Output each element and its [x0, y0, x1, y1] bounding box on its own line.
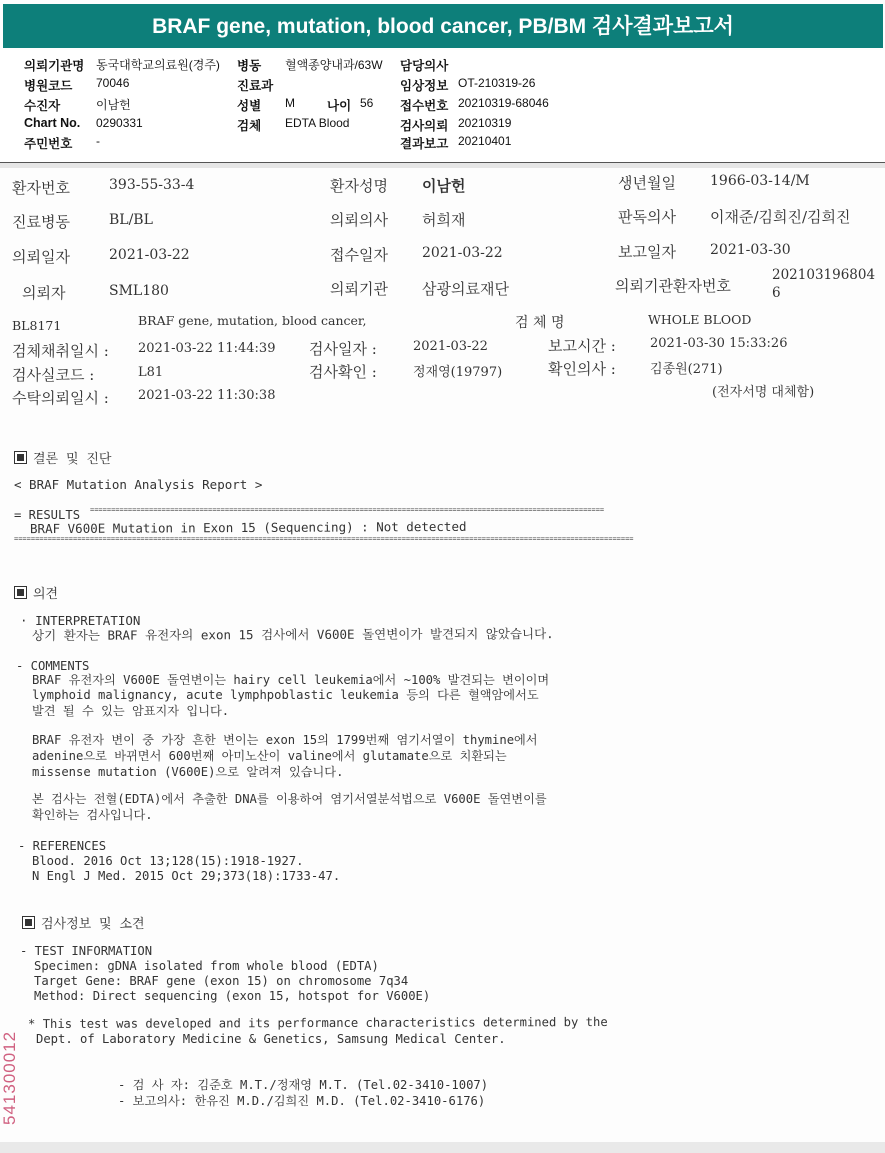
lab-code: L81 — [138, 365, 164, 380]
request-header — [0, 50, 885, 163]
ward: BL/BL — [109, 212, 153, 228]
test-info-line: Method: Direct sequencing (exon 15, hotspot for V600E) — [34, 989, 431, 1003]
header-value: 동국대학교의료원(경주) — [96, 58, 220, 72]
header-label: Chart No. — [24, 116, 81, 130]
comment-line: BRAF 유전자의 V600E 돌연변이는 hairy cell leukemia에서 ~100% 발견되는 변이이며 — [32, 673, 550, 687]
dob-label: 생년월일 — [618, 174, 676, 192]
divider — [0, 163, 885, 168]
institution-pid-label: 의뢰기관환자번호 — [615, 277, 731, 295]
test-name: BRAF gene, mutation, blood cancer, — [138, 313, 367, 328]
interpretation-label: · INTERPRETATION — [20, 613, 141, 628]
institution-pid-suffix: 6 — [772, 285, 781, 301]
header-label: 담당의사 — [400, 59, 449, 73]
comment-line: lymphoid malignancy, acute lymphpoblastic leukemia 등의 다른 혈액암에서도 — [32, 688, 539, 702]
opinion-heading — [14, 583, 58, 602]
disclaimer-line: * This test was developed and its performance characteristics determined by the — [27, 1014, 608, 1032]
test-date: 2021-03-22 — [413, 339, 488, 354]
signatory-line: - 보고의사: 한유진 M.D./김희진 M.D. (Tel.02-3410-6176) — [118, 1094, 486, 1108]
ward-label: 진료병동 — [12, 213, 70, 231]
header-label: 주민번호 — [24, 137, 73, 151]
reader-label: 판독의사 — [618, 208, 676, 226]
institution: 삼광의료재단 — [422, 280, 509, 298]
results-prefix: = RESULTS — [14, 508, 81, 522]
header-value: 20210319-68046 — [458, 96, 549, 110]
header-value: 56 — [360, 96, 374, 110]
comments-label: - COMMENTS — [16, 659, 90, 673]
patient-name: 이남헌 — [422, 177, 466, 195]
header-label: 병원코드 — [24, 79, 73, 93]
report-time: 2021-03-30 15:33:26 — [650, 336, 788, 351]
report-title: BRAF gene, mutation, blood cancer, PB/BM 검사결과보고서 — [3, 4, 883, 48]
header-label: 접수번호 — [400, 99, 449, 113]
references-label: - REFERENCES — [18, 839, 107, 853]
comment-line: 본 검사는 전혈(EDTA)에서 추출한 DNA를 이용하여 염기서열분석법으로 V600E 돌연변이를 — [32, 792, 547, 806]
info-heading — [22, 913, 145, 932]
comment-line: 확인하는 검사입니다. — [32, 808, 153, 822]
result-line: BRAF V600E Mutation in Exon 15 (Sequencing) : Not detected — [29, 518, 467, 537]
reference-line: Blood. 2016 Oct 13;128(15):1918-1927. — [32, 854, 304, 868]
header-label: 검체 — [237, 119, 262, 133]
test-info-line: Specimen: gDNA isolated from whole blood (EDTA) — [34, 959, 379, 973]
patient-id: 393-55-33-4 — [109, 177, 195, 193]
header-value: EDTA Blood — [285, 116, 350, 130]
specimen-label: 검 체 명 — [515, 315, 565, 331]
verify-doctor: 김종원(271) — [650, 362, 723, 377]
header-label: 임상정보 — [400, 79, 449, 93]
report-date-label: 보고일자 — [618, 243, 676, 261]
comment-line: 발견 될 수 있는 암표지자 입니다. — [32, 704, 230, 718]
interpretation-label-text: INTERPRETATION — [35, 613, 141, 628]
reference-line: N Engl J Med. 2015 Oct 29;373(18):1733-47. — [32, 869, 341, 883]
test-info-line: Target Gene: BRAF gene (exon 15) on chromosome 7q34 — [34, 974, 409, 988]
header-label: 성별 — [237, 99, 262, 113]
receive-date: 2021-03-22 — [422, 245, 503, 261]
confirm-person: 정재영(19797) — [413, 365, 503, 380]
header-label: 나이 — [327, 99, 352, 113]
patient-name-label: 환자성명 — [330, 177, 388, 195]
lab-code-label: 검사실코드 : — [12, 366, 95, 384]
verify-label: 확인의사 : — [548, 360, 616, 378]
header-value: 20210401 — [458, 134, 512, 148]
report-date: 2021-03-30 — [710, 242, 791, 258]
requester: SML180 — [109, 283, 169, 299]
disclaimer-line: Dept. of Laboratory Medicine & Genetics, Samsung Medical Center. — [36, 1032, 506, 1046]
request-date: 2021-03-22 — [109, 247, 190, 263]
fax-side-number: 541300012 — [0, 1030, 19, 1125]
e-signature-note: (전자서명 대체함) — [712, 385, 815, 400]
header-label: 검사의뢰 — [400, 119, 449, 133]
header-value: M — [285, 96, 295, 110]
institution-label: 의뢰기관 — [330, 280, 388, 298]
doctor: 허희재 — [422, 211, 466, 229]
section-marker-icon — [14, 451, 27, 464]
specimen: WHOLE BLOOD — [648, 312, 752, 327]
dob: 1966-03-14/M — [710, 173, 810, 189]
consign-label: 수탁의뢰일시 : — [12, 389, 109, 407]
patient-id-label: 환자번호 — [12, 179, 70, 197]
header-label: 결과보고 — [400, 137, 449, 151]
header-value: 혈액종양내과/63W — [285, 58, 383, 72]
section-marker-icon — [14, 586, 27, 599]
opinion-heading-text: 의견 — [33, 587, 59, 602]
collect-time: 2021-03-22 11:44:39 — [138, 341, 276, 356]
section-marker-icon — [22, 916, 35, 929]
reader: 이재준/김희진/김희진 — [710, 208, 851, 226]
receive-date-label: 접수일자 — [330, 246, 388, 264]
collect-label: 검체채취일시 : — [12, 342, 109, 360]
requester-label: 의뢰자 — [22, 284, 66, 302]
consign-time: 2021-03-22 11:30:38 — [138, 388, 276, 403]
conclusion-heading-text: 결론 및 진단 — [33, 452, 112, 467]
bottom-margin — [0, 1142, 885, 1153]
test-code: BL8171 — [12, 318, 62, 333]
comment-line: missense mutation (V600E)으로 알려져 있습니다. — [32, 765, 344, 779]
signatory-line: - 검 사 자: 김준호 M.T./정재영 M.T. (Tel.02-3410-1007) — [118, 1078, 489, 1092]
conclusion-heading — [14, 448, 111, 467]
results-rule-bottom: =================================================================================================================================================== — [14, 535, 634, 543]
request-date-label: 의뢰일자 — [12, 248, 70, 266]
comment-line: BRAF 유전자 변이 중 가장 흔한 변이는 exon 15의 1799번째 염기서열이 thymine에서 — [32, 733, 538, 747]
doctor-label: 의뢰의사 — [330, 211, 388, 229]
report-time-label: 보고시간 : — [548, 337, 616, 355]
header-label: 진료과 — [237, 79, 274, 93]
confirm-label: 검사확인 : — [309, 363, 377, 381]
institution-pid: 202103196804 — [772, 267, 876, 283]
comment-line: adenine으로 바뀌면서 600번째 아미노산이 valine에서 glutamate으로 치환되는 — [32, 749, 507, 763]
header-value: 20210319 — [458, 116, 512, 130]
test-date-label: 검사일자 : — [309, 340, 377, 358]
report-subtitle: < BRAF Mutation Analysis Report > — [14, 477, 263, 492]
header-value: 이남헌 — [96, 98, 131, 112]
header-label: 수진자 — [24, 99, 61, 113]
header-label: 의뢰기관명 — [24, 59, 85, 73]
results-rule: ========================================================================================================================== — [90, 506, 605, 514]
header-value: OT-210319-26 — [458, 76, 536, 90]
header-label: 병동 — [237, 59, 262, 73]
info-heading-text: 검사정보 및 소견 — [41, 917, 145, 932]
interpretation-text: 상기 환자는 BRAF 유전자의 exon 15 검사에서 V600E 돌연변이가 발견되지 않았습니다. — [31, 626, 554, 643]
header-value: 0290331 — [96, 116, 143, 130]
header-value: - — [96, 134, 100, 148]
header-value: 70046 — [96, 76, 130, 90]
test-information-label: - TEST INFORMATION — [20, 944, 153, 958]
